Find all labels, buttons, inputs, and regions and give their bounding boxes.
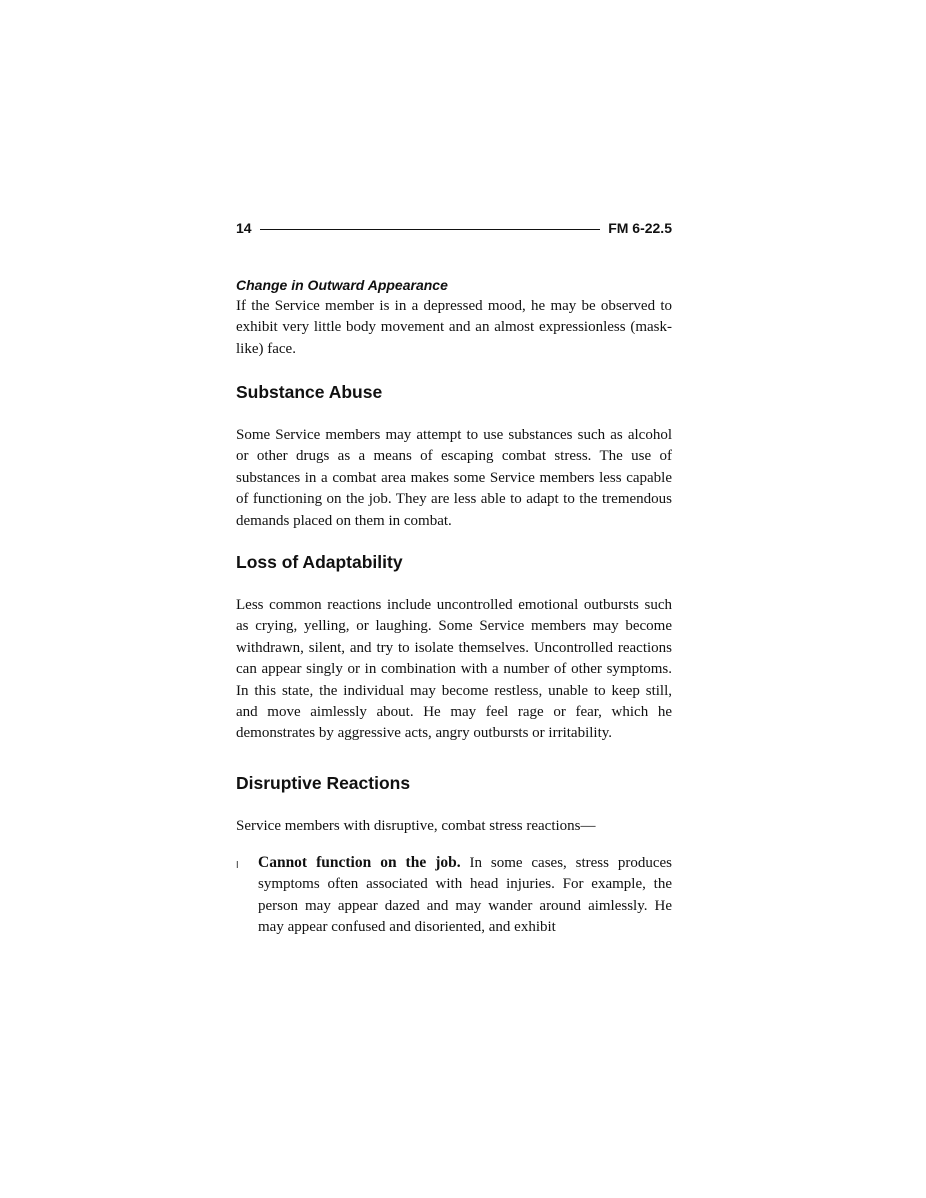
- bullet-lead-in: Cannot function on the job.: [258, 854, 461, 871]
- manual-id: FM 6-22.5: [608, 220, 672, 236]
- page-number: 14: [236, 220, 252, 236]
- header-rule: [260, 229, 601, 230]
- bullet-body: In some cases, stress produces symptoms often associated with head injuries. For example, the person may appear dazed and may wander around aimlessly. He may appear confused and disoriented, and exhibit: [258, 855, 672, 936]
- heading-disruptive-reactions: Disruptive Reactions: [236, 773, 411, 793]
- heading-substance-abuse: Substance Abuse: [236, 382, 383, 402]
- paragraph-outward-appearance: If the Service member is in a depressed mood, he may be observed to exhibit very little body movement and an almost expressionless (mask-like) face.: [236, 298, 672, 357]
- bullet-marker: l: [236, 861, 239, 871]
- running-header: [236, 219, 672, 237]
- paragraph-loss-of-adaptability: Less common reactions include uncontrolled emotional outbursts such as crying, yelling, or laughing. Some Service members may become withdrawn, silent, and try to isolate themselves. Uncontrolled reactions can appear singly or in combination with a number of other symptoms. In this state, the individual may become restless, unable to keep still, and move aimlessly about. He may feel rage or fear, which he demonstrates by aggressive acts, angry outbursts or irritability.: [236, 597, 672, 742]
- heading-loss-of-adaptability: Loss of Adaptability: [236, 552, 403, 572]
- heading-outward-appearance: Change in Outward Appearance: [236, 277, 448, 293]
- paragraph-substance-abuse: Some Service members may attempt to use substances such as alcohol or other drugs as a means of escaping combat stress. The use of substances in a combat area makes some Service members less capable of functioning on the job. They are less able to adapt to the tremendous demands placed on them in combat.: [236, 427, 672, 529]
- bullet-text: [258, 852, 672, 939]
- paragraph-disruptive-intro: Service members with disruptive, combat stress reactions—: [236, 818, 596, 834]
